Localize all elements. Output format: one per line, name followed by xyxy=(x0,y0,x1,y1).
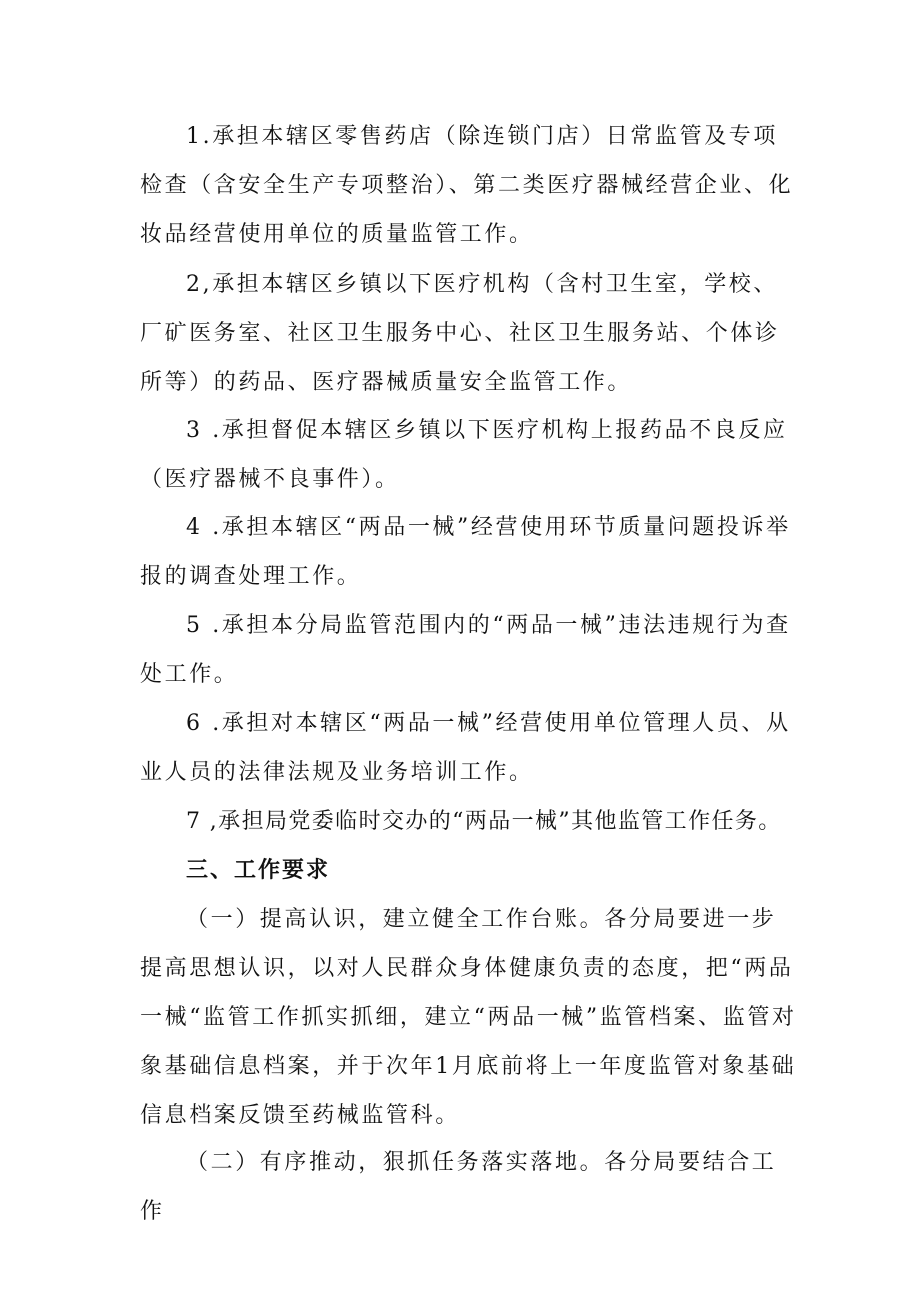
section-heading: 三、工作要求 xyxy=(186,858,331,883)
duty-item-3: 3 .承担督促本辖区乡镇以下医疗机构上报药品不良反应（医疗器械不良事件）。 xyxy=(140,418,788,492)
duty-item-6: 6 .承担对本辖区“两品一械”经营使用单位管理人员、从业人员的法律法规及业务培训工作。 xyxy=(140,711,791,785)
requirement-item-2: （二）有序推动，狠抓任务落实落地。各分局要结合工作 xyxy=(140,1150,777,1224)
duty-item-4: 4 .承担本辖区“两品一械”经营使用环节质量问题投诉举报的调查处理工作。 xyxy=(140,515,791,589)
duty-item-2: 2,承担本辖区乡镇以下医疗机构（含村卫生室，学校、厂矿医务室、社区卫生服务中心、社区卫生服务站、个体诊所等）的药品、医疗器械质量安全监管工作。 xyxy=(140,272,780,395)
requirement-item-1: （一）提高认识，建立健全工作台账。各分局要进一步提高思想认识，以对人民群众身体健康负责的态度，把“两品一械“监管工作抓实抓细，建立“两品一械”监管档案、监管对象基础信息档案，并于次年1月底前将上一年度监管对象基础信息档案反馈至药械监管科。 xyxy=(140,907,797,1128)
duty-item-1: 1.承担本辖区零售药店（除连锁门店）日常监管及专项检查（含安全生产专项整治）、第二类医疗器械经营企业、化妆品经营使用单位的质量监管工作。 xyxy=(140,124,794,247)
duty-item-7: 7 ,承担局党委临时交办的“两品一械”其他监管工作任务。 xyxy=(186,809,782,834)
duty-item-5: 5 .承担本分局监管范围内的“两品一械”违法违规行为查处工作。 xyxy=(140,613,791,687)
